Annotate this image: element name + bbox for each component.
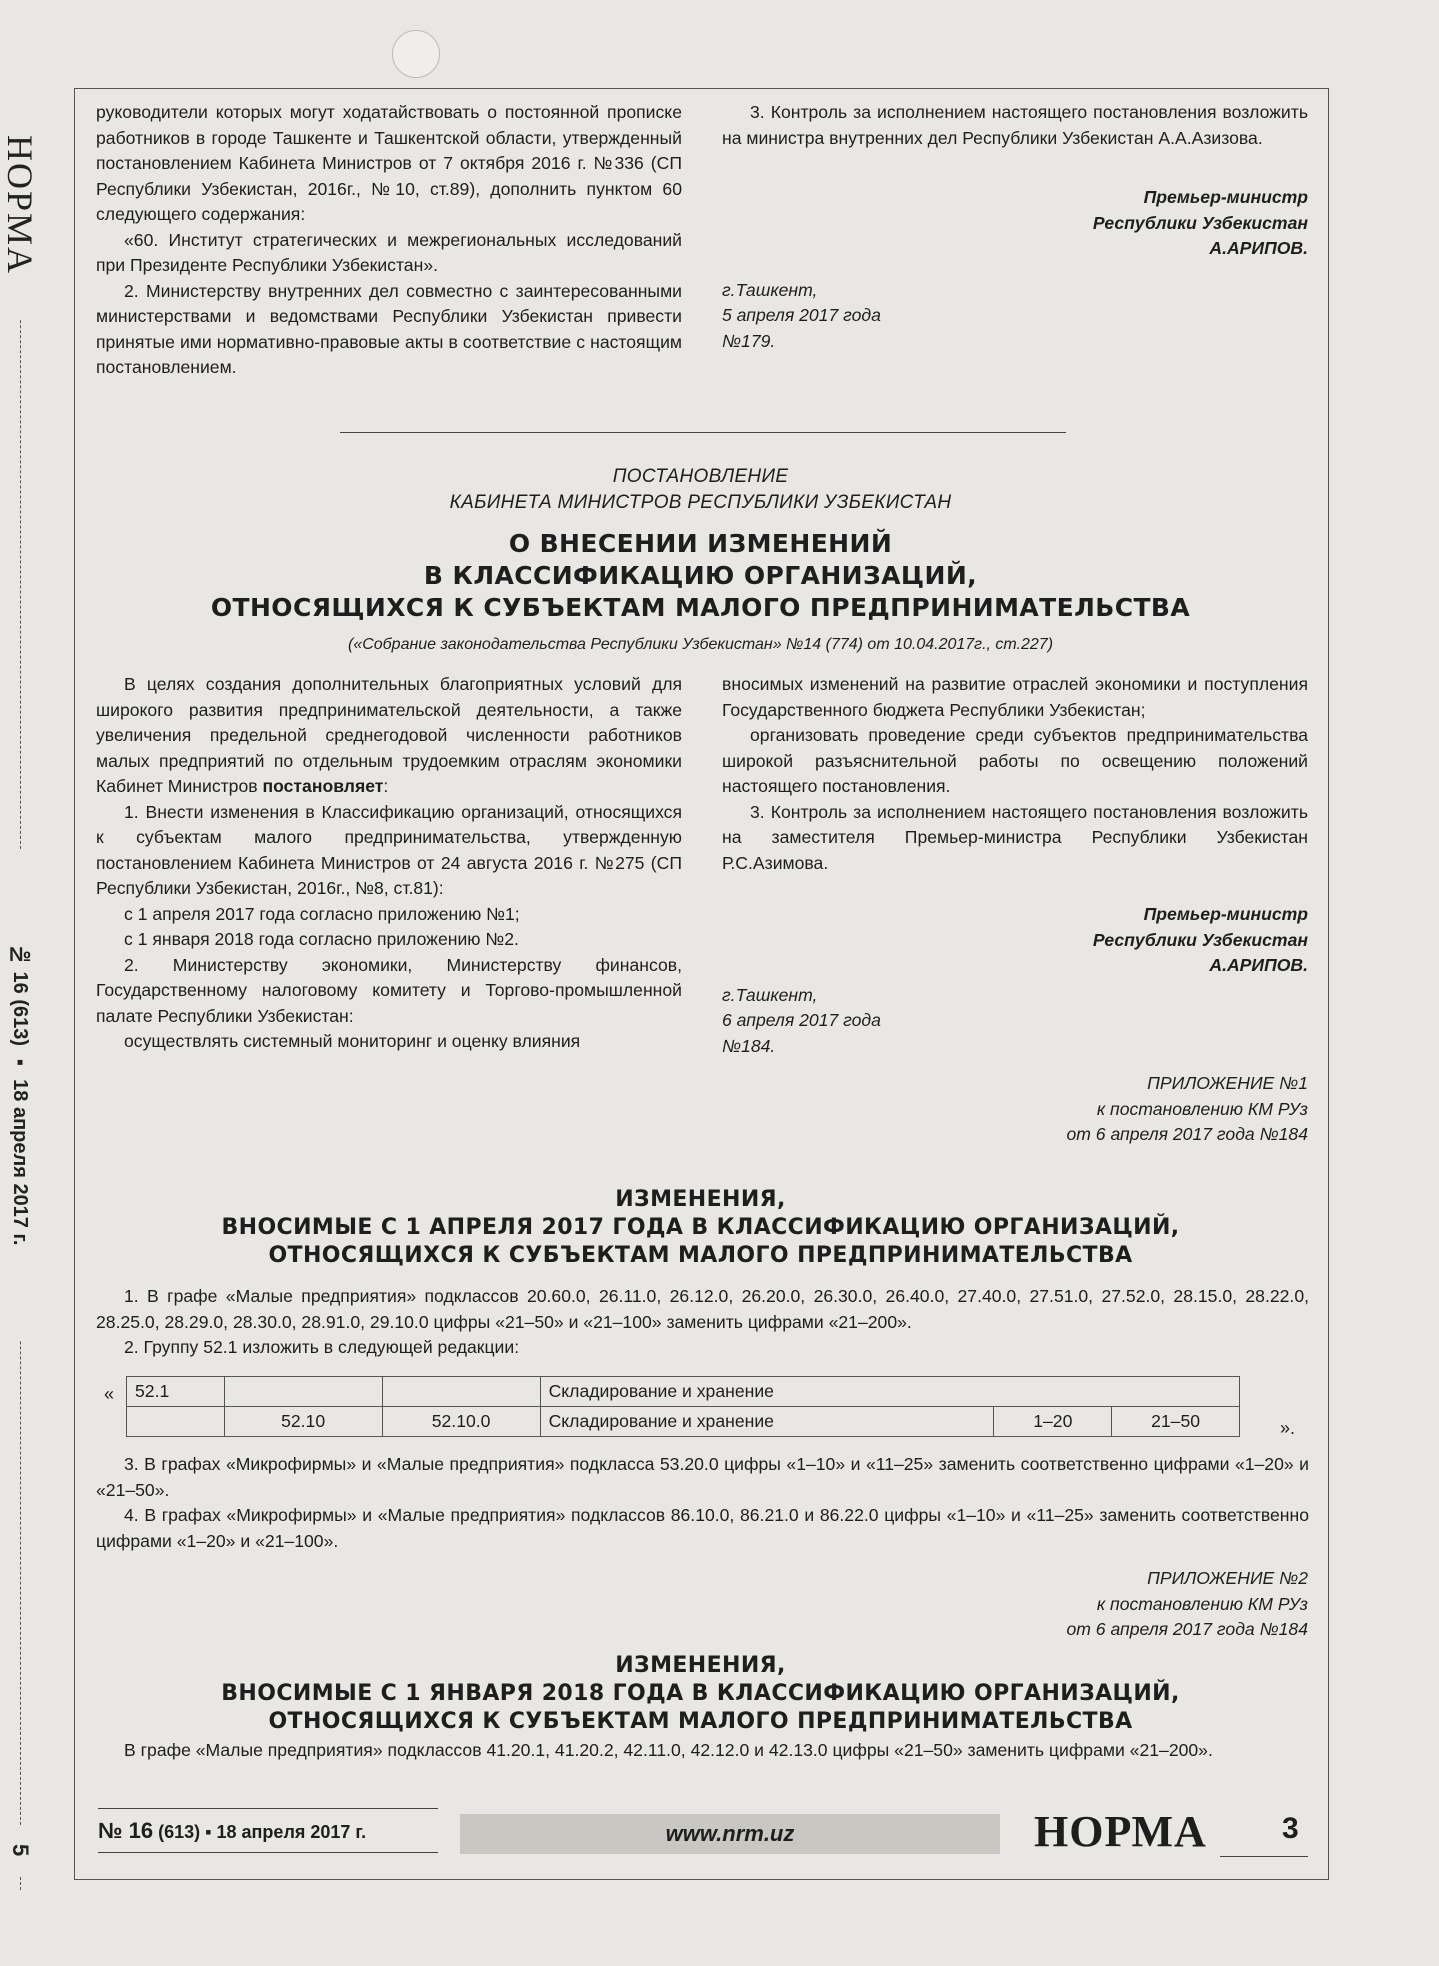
- table-row: [127, 1407, 1240, 1437]
- paragraph: 4. В графах «Микрофирмы» и «Малые предприятия» подклассов 86.10.0, 86.21.0 и 86.22.0 цифры «1–10» и «11–25» заменить соответственно цифрами «1–20» и «21–100».: [96, 1505, 1309, 1551]
- paragraph: [96, 672, 682, 800]
- paragraph: 3. В графах «Микрофирмы» и «Малые предприятия» подкласса 53.20.0 цифры «1–10» и «11–25» заменить соответственно цифрами «1–20» и «21–50».: [96, 1454, 1309, 1500]
- appendix1-body-2: [96, 1452, 1309, 1554]
- table-cell: [127, 1407, 225, 1437]
- date: 5 апреля 2017 года: [722, 305, 881, 325]
- footer-url[interactable]: www.nrm.uz: [665, 1821, 795, 1846]
- paragraph: В графе «Малые предприятия» подклассов 41.20.1, 41.20.2, 42.11.0, 42.12.0 и 42.13.0 цифры «21–50» заменить цифрами «21–200».: [124, 1740, 1213, 1760]
- appendix1-title-line-2: ВНОСИМЫЕ С 1 АПРЕЛЯ 2017 ГОДА В КЛАССИФИКАЦИЮ ОРГАНИЗАЦИЙ,: [221, 1215, 1180, 1240]
- decree-source: («Собрание законодательства Республики Узбекистан» №14 (774) от 10.04.2017г., ст.227): [347, 636, 1054, 653]
- top-right-column: [722, 100, 1308, 354]
- footer-url-bar: [460, 1814, 1000, 1854]
- paragraph: 2. Министерству внутренних дел совместно с заинтересованными министерствами и ведомствами Республики Узбекистан привести принятые ими нормативно-правовые акты в соответствие с настоящим постановлением.: [96, 280, 682, 377]
- table-cell: Складирование и хранение: [540, 1377, 1239, 1407]
- paragraph: с 1 апреля 2017 года согласно приложению №1;: [124, 903, 520, 924]
- table-cell: 52.1: [127, 1377, 225, 1407]
- decree-right-column: [722, 672, 1308, 1148]
- appendix1-title-line-1: ИЗМЕНЕНИЯ,: [615, 1187, 786, 1212]
- paragraph: 1. В графе «Малые предприятия» подклассов 20.60.0, 26.11.0, 26.12.0, 26.20.0, 26.30.0, 26.40.0, 27.40.0, 27.51.0, 27.52.0, 28.15.0, 28.22.0, 28.25.0, 28.29.0, 28.30.0, 28.91.0, 29.10.0 цифры «21–50» и «21–100» заменить цифрами «21–200».: [96, 1286, 1309, 1332]
- appendix1-body: [96, 1284, 1309, 1361]
- appendix-date: от 6 апреля 2017 года №184: [1066, 1124, 1308, 1144]
- paragraph: 2. Группу 52.1 изложить в следующей редакции:: [124, 1337, 520, 1357]
- side-issue-info: № 16 (613) ▪ 18 апреля 2017 г.: [4, 850, 36, 1340]
- footer-rule-top: [98, 1808, 438, 1809]
- paragraph: организовать проведение среди субъектов предпринимательства широкой разъяснительной работы по освещению положений настоящего постановления.: [722, 725, 1308, 796]
- appendix2-title-line-1: ИЗМЕНЕНИЯ,: [615, 1653, 786, 1678]
- appendix-ref: к постановлению КМ РУз: [1096, 1098, 1308, 1119]
- appendix-label: ПРИЛОЖЕНИЕ №1: [1147, 1073, 1308, 1093]
- number: №179.: [722, 330, 776, 351]
- signature-title: Премьер-министр: [1143, 187, 1308, 207]
- paragraph: 1. Внести изменения в Классификацию организаций, относящихся к субъектам малого предпринимательства, утвержденную постановлением Кабинета Министров от 24 августа 2016 г. №275 (СП Республики Узбекистан, 2016г., №8, ст.81):: [96, 801, 682, 898]
- decree-left-column: [96, 672, 682, 1055]
- table-cell: 1–20: [994, 1407, 1112, 1437]
- intro-end: :: [383, 776, 389, 796]
- intro-text: В целях создания дополнительных благоприятных условий для широкого развития предпринимательской деятельности, а также увеличения предельной среднегодовой численности работников малых предприятий по отдельным трудоемким отраслям экономики Кабинет Министров: [96, 674, 682, 796]
- footer-issue-date: (613) ▪ 18 апреля 2017 г.: [158, 1822, 367, 1842]
- intro-bold: постановляет: [262, 776, 384, 796]
- side-brand: НОРМА: [4, 90, 36, 320]
- table-cell: 21–50: [1112, 1407, 1240, 1437]
- paragraph: 3. Контроль за исполнением настоящего постановления возложить на заместителя Премьер-министра Республики Узбекистан Р.С.Азимова.: [722, 801, 1308, 873]
- footer-page-rule: [1220, 1856, 1308, 1857]
- table-row: [127, 1377, 1240, 1407]
- date: 6 апреля 2017 года: [722, 1010, 881, 1030]
- classification-table: [126, 1376, 1240, 1437]
- footer-brand-logo: НОРМА: [1034, 1807, 1207, 1856]
- place: г.Ташкент,: [722, 984, 818, 1005]
- side-strip: [0, 90, 40, 1890]
- appendix2-label-block: [722, 1566, 1308, 1643]
- paragraph: 3. Контроль за исполнением настоящего постановления возложить на министра внутренних дел Республики Узбекистан А.А.Азизова.: [722, 102, 1308, 148]
- table-cell: [382, 1377, 540, 1407]
- table-cell: [224, 1377, 382, 1407]
- number: №184.: [722, 1035, 776, 1056]
- appendix1-title-line-3: ОТНОСЯЩИХСЯ К СУБЪЕКТАМ МАЛОГО ПРЕДПРИНИМАТЕЛЬСТВА: [268, 1243, 1133, 1268]
- side-page-number: 5: [4, 1825, 36, 1875]
- footer-page-number: 3: [1282, 1812, 1299, 1845]
- appendix2-body: [96, 1738, 1309, 1764]
- signature-name: А.АРИПОВ.: [1209, 238, 1308, 258]
- punch-hole: [392, 30, 440, 78]
- paragraph: вносимых изменений на развитие отраслей экономики и поступления Государственного бюджета Республики Узбекистан;: [722, 674, 1308, 720]
- paragraph: 2. Министерству экономики, Министерству финансов, Государственному налоговому комитету и Торгово-промышленной палате Республики Узбекистан:: [96, 954, 682, 1026]
- decree-issuer: КАБИНЕТА МИНИСТРОВ РЕСПУБЛИКИ УЗБЕКИСТАН: [449, 492, 952, 513]
- signature-country: Республики Узбекистан: [1092, 212, 1308, 233]
- footer-issue-number: № 16: [98, 1818, 154, 1843]
- decree-kicker: ПОСТАНОВЛЕНИЕ: [612, 466, 789, 487]
- signature-country: Республики Узбекистан: [1092, 929, 1308, 950]
- footer-issue: [98, 1818, 366, 1844]
- decree-title-line-3: ОТНОСЯЩИХСЯ К СУБЪЕКТАМ МАЛОГО ПРЕДПРИНИМАТЕЛЬСТВА: [210, 593, 1191, 622]
- table-cell: Складирование и хранение: [540, 1407, 994, 1437]
- appendix-ref: к постановлению КМ РУз: [1096, 1593, 1308, 1614]
- open-quote: «: [104, 1384, 115, 1404]
- paragraph: с 1 января 2018 года согласно приложению №2.: [124, 929, 519, 949]
- close-quote: ».: [1280, 1418, 1296, 1438]
- decree-title-line-2: В КЛАССИФИКАЦИЮ ОРГАНИЗАЦИЙ,: [423, 561, 978, 590]
- table-cell: 52.10: [224, 1407, 382, 1437]
- decree-title-line-1: О ВНЕСЕНИИ ИЗМЕНЕНИЙ: [508, 529, 893, 558]
- paragraph: руководители которых могут ходатайствовать о постоянной прописке работников в городе Ташкенте и Ташкентской области, утвержденный постановлением Кабинета Министров от 7 октября 2016 г. №336 (СП Республики Узбекистан, 2016г., №10, ст.89), дополнить пунктом 60 следующего содержания:: [96, 102, 682, 224]
- appendix-date: от 6 апреля 2017 года №184: [1066, 1619, 1308, 1639]
- appendix2-title-line-2: ВНОСИМЫЕ С 1 ЯНВАРЯ 2018 ГОДА В КЛАССИФИКАЦИЮ ОРГАНИЗАЦИЙ,: [221, 1681, 1180, 1706]
- footer-rule-bottom: [98, 1852, 438, 1853]
- signature-title: Премьер-министр: [1143, 904, 1308, 924]
- appendix2-title-line-3: ОТНОСЯЩИХСЯ К СУБЪЕКТАМ МАЛОГО ПРЕДПРИНИМАТЕЛЬСТВА: [268, 1709, 1133, 1734]
- paragraph: осуществлять системный мониторинг и оценку влияния: [124, 1031, 581, 1051]
- section-divider: [340, 432, 1066, 433]
- appendix-label: ПРИЛОЖЕНИЕ №2: [1147, 1568, 1308, 1588]
- table-cell: 52.10.0: [382, 1407, 540, 1437]
- signature-name: А.АРИПОВ.: [1209, 955, 1308, 975]
- top-left-column: [96, 100, 682, 381]
- place: г.Ташкент,: [722, 279, 818, 300]
- paragraph: «60. Институт стратегических и межрегиональных исследований при Президенте Республики Узбекистан».: [96, 229, 682, 275]
